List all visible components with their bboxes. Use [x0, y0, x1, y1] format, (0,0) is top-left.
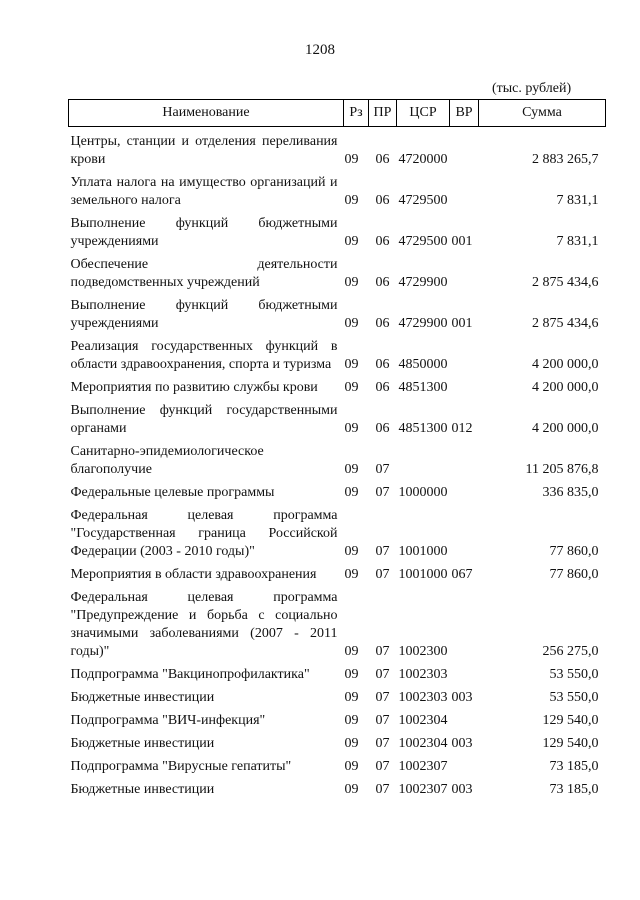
table-row: [69, 212, 606, 253]
cell-rz: 09: [344, 316, 359, 331]
cell-pr: 07: [375, 644, 390, 659]
cell-name: Выполнение функций государственными органами: [70, 403, 338, 436]
cell-sum: 11 205 876,8: [525, 462, 599, 477]
cell-vr: [450, 755, 479, 778]
header-vr: ВР: [450, 100, 479, 127]
cell-pr: 07: [375, 736, 390, 751]
table-row: [69, 376, 606, 399]
cell-pr: 06: [375, 357, 390, 372]
cell-sum: 7 831,1: [556, 193, 599, 208]
cell-rz: 09: [344, 713, 359, 728]
cell-pr: 07: [375, 690, 390, 705]
cell-csr: 1002303: [398, 667, 448, 682]
cell-vr: [450, 127, 479, 172]
cell-csr: 1002307: [398, 759, 448, 774]
cell-sum: 256 275,0: [542, 644, 599, 659]
budget-table: [68, 99, 606, 801]
cell-csr: [397, 440, 450, 481]
cell-name: Мероприятия по развитию службы крови: [70, 380, 318, 395]
cell-pr: 06: [375, 421, 390, 436]
cell-name: Федеральная целевая программа "Государственная граница Российской Федерации (2003 - 2010 годы)": [70, 508, 338, 559]
cell-sum: 4 200 000,0: [532, 380, 599, 395]
cell-name: Подпрограмма "Вакцинопрофилактика": [70, 667, 310, 682]
cell-sum: 53 550,0: [549, 667, 599, 682]
table-row: [69, 504, 606, 563]
cell-rz: 09: [344, 485, 359, 500]
cell-vr: 001: [451, 234, 473, 249]
cell-pr: 06: [375, 380, 390, 395]
cell-pr: 07: [375, 782, 390, 797]
cell-vr: 001: [451, 316, 473, 331]
cell-pr: 07: [375, 544, 390, 559]
cell-vr: [450, 171, 479, 212]
cell-rz: 09: [344, 567, 359, 582]
cell-name: Обеспечение деятельности подведомственных учреждений: [70, 257, 338, 290]
cell-pr: 06: [375, 193, 390, 208]
table-header-row: [69, 100, 606, 127]
cell-sum: 336 835,0: [542, 485, 599, 500]
table-row: [69, 127, 606, 172]
cell-vr: [450, 440, 479, 481]
cell-vr: [450, 335, 479, 376]
cell-name: Федеральная целевая программа "Предупреждение и борьба с социально значимыми заболеваниями (2007 - 2011 годы)": [70, 590, 338, 659]
cell-csr: 4729900: [398, 316, 448, 331]
cell-pr: 07: [375, 713, 390, 728]
cell-sum: 77 860,0: [549, 567, 599, 582]
cell-name: Уплата налога на имущество организаций и земельного налога: [70, 175, 338, 208]
cell-csr: 4851300: [398, 421, 448, 436]
cell-name: Бюджетные инвестиции: [70, 736, 215, 751]
cell-csr: 4850000: [398, 357, 448, 372]
cell-name: Мероприятия в области здравоохранения: [70, 567, 317, 582]
table-row: [69, 335, 606, 376]
cell-name: Бюджетные инвестиции: [70, 782, 215, 797]
cell-csr: 1002303: [398, 690, 448, 705]
table-row: [69, 778, 606, 801]
cell-sum: 129 540,0: [542, 736, 599, 751]
cell-sum: 4 200 000,0: [532, 421, 599, 436]
cell-csr: 4720000: [398, 152, 448, 167]
cell-csr: 1001000: [398, 567, 448, 582]
cell-name: Выполнение функций бюджетными учреждениями: [70, 298, 338, 331]
cell-sum: 77 860,0: [549, 544, 599, 559]
cell-name: Бюджетные инвестиции: [70, 690, 215, 705]
table-row: [69, 732, 606, 755]
table-row: [69, 481, 606, 504]
cell-vr: [450, 504, 479, 563]
cell-name: Реализация государственных функций в области здравоохранения, спорта и туризма: [70, 339, 338, 372]
table-row: [69, 294, 606, 335]
cell-pr: 06: [375, 275, 390, 290]
cell-pr: 07: [375, 567, 390, 582]
cell-vr: 012: [451, 421, 473, 436]
cell-sum: 4 200 000,0: [532, 357, 599, 372]
cell-rz: 09: [344, 193, 359, 208]
units-note: (тыс. рублей): [492, 81, 572, 96]
cell-sum: 73 185,0: [549, 782, 599, 797]
cell-csr: 1002304: [398, 736, 448, 751]
cell-csr: 1000000: [398, 485, 448, 500]
cell-vr: [450, 586, 479, 663]
cell-rz: 09: [344, 152, 359, 167]
table-row: [69, 399, 606, 440]
cell-sum: 2 875 434,6: [532, 275, 599, 290]
cell-sum: 73 185,0: [549, 759, 599, 774]
cell-csr: 4729900: [398, 275, 448, 290]
cell-pr: 06: [375, 234, 390, 249]
cell-csr: 1002307: [398, 782, 448, 797]
cell-vr: 003: [451, 690, 473, 705]
cell-name: Подпрограмма "Вирусные гепатиты": [70, 759, 292, 774]
cell-name: Федеральные целевые программы: [70, 485, 275, 500]
cell-name: Центры, станции и отделения переливания крови: [70, 134, 338, 167]
table-body: [69, 127, 606, 802]
cell-csr: 1002300: [398, 644, 448, 659]
cell-pr: 06: [375, 316, 390, 331]
cell-pr: 07: [375, 759, 390, 774]
cell-rz: 09: [344, 544, 359, 559]
cell-csr: 4851300: [398, 380, 448, 395]
cell-sum: 2 883 265,7: [532, 152, 599, 167]
cell-name: Подпрограмма "ВИЧ-инфекция": [70, 713, 266, 728]
table-row: [69, 663, 606, 686]
cell-vr: [450, 376, 479, 399]
table-row: [69, 709, 606, 732]
header-rz: Рз: [344, 100, 369, 127]
header-csr: ЦСР: [397, 100, 450, 127]
table-row: [69, 440, 606, 481]
table-row: [69, 253, 606, 294]
header-pr: ПР: [369, 100, 397, 127]
table-row: [69, 171, 606, 212]
cell-pr: 06: [375, 152, 390, 167]
cell-rz: 09: [344, 644, 359, 659]
cell-rz: 09: [344, 275, 359, 290]
cell-rz: 09: [344, 667, 359, 682]
cell-csr: 4729500: [398, 234, 448, 249]
cell-pr: 07: [375, 485, 390, 500]
cell-pr: 07: [375, 667, 390, 682]
table-row: [69, 686, 606, 709]
cell-vr: [450, 663, 479, 686]
page-number: 1208: [305, 42, 335, 58]
cell-rz: 09: [344, 462, 359, 477]
cell-rz: 09: [344, 736, 359, 751]
cell-vr: [450, 253, 479, 294]
cell-vr: 003: [451, 736, 473, 751]
cell-csr: 4729500: [398, 193, 448, 208]
cell-name: Санитарно-эпидемиологическое благополучие: [70, 444, 264, 477]
cell-rz: 09: [344, 690, 359, 705]
cell-sum: 53 550,0: [549, 690, 599, 705]
cell-rz: 09: [344, 380, 359, 395]
cell-rz: 09: [344, 421, 359, 436]
table-row: [69, 586, 606, 663]
cell-rz: 09: [344, 782, 359, 797]
cell-rz: 09: [344, 759, 359, 774]
table-row: [69, 563, 606, 586]
cell-sum: 129 540,0: [542, 713, 599, 728]
table-row: [69, 755, 606, 778]
cell-sum: 7 831,1: [556, 234, 599, 249]
header-name: Наименование: [69, 100, 344, 127]
cell-rz: 09: [344, 234, 359, 249]
cell-sum: 2 875 434,6: [532, 316, 599, 331]
cell-vr: [450, 709, 479, 732]
cell-vr: [450, 481, 479, 504]
header-sum: Сумма: [479, 100, 606, 127]
cell-csr: 1002304: [398, 713, 448, 728]
cell-csr: 1001000: [398, 544, 448, 559]
cell-vr: 003: [451, 782, 473, 797]
cell-rz: 09: [344, 357, 359, 372]
cell-vr: 067: [451, 567, 473, 582]
cell-name: Выполнение функций бюджетными учреждениями: [70, 216, 338, 249]
cell-pr: 07: [375, 462, 390, 477]
